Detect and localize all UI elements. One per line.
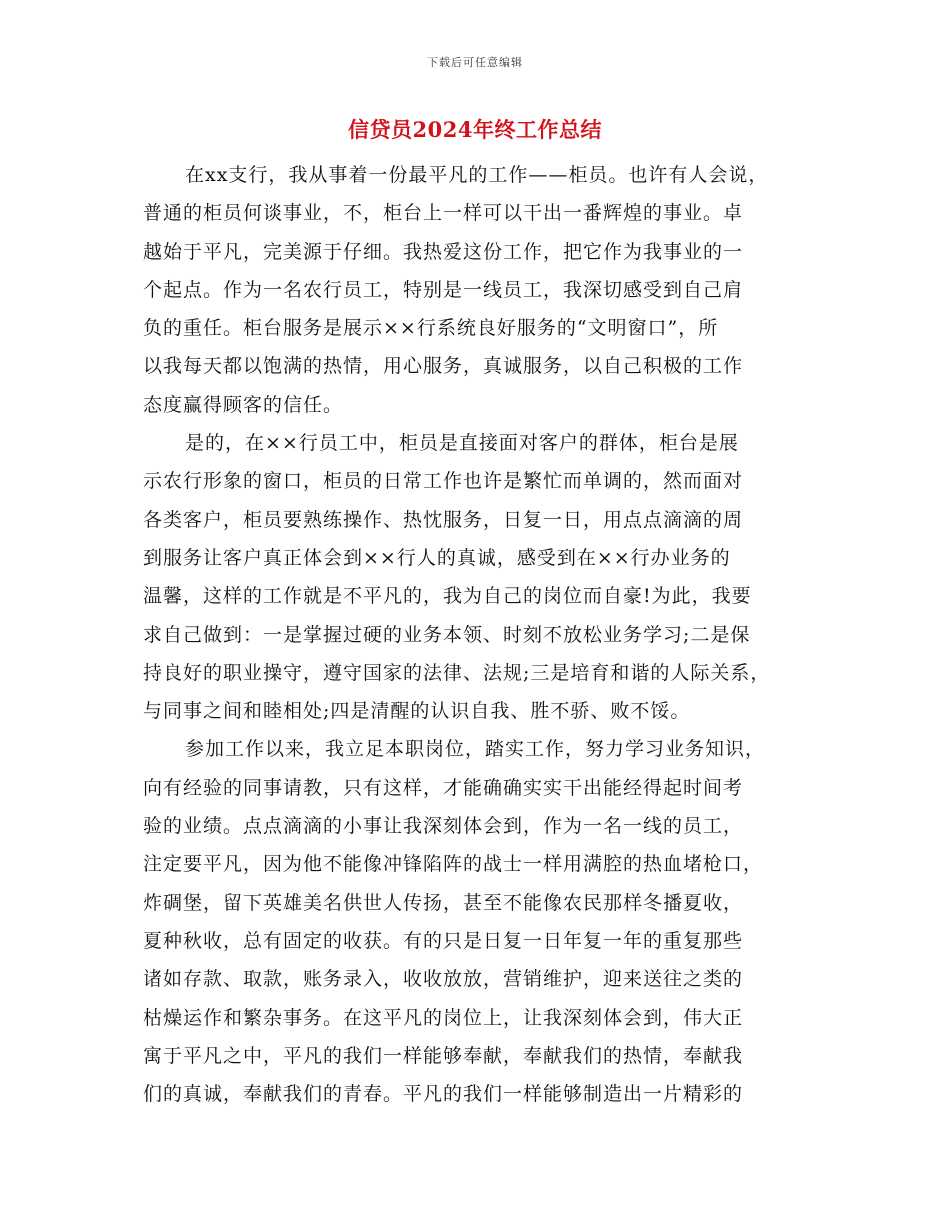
- text-line: 求自己做到：一是掌握过硬的业务本领、时刻不放松业务学习;二是保: [143, 623, 751, 646]
- text-line: 个起点。作为一名农行员工，特别是一线员工，我深切感受到自己肩: [143, 278, 744, 301]
- text-line: 诸如存款、取款，账务录入，收收放放，营销维护，迎来送往之类的: [143, 968, 744, 991]
- text-line: 炸碉堡，留下英雄美名供世人传扬，甚至不能像农民那样冬播夏收，: [143, 891, 744, 914]
- text-line: 与同事之间和睦相处;四是清醒的认识自我、胜不骄、败不馁。: [143, 700, 691, 723]
- text-line: 到服务让客户真正体会到××行人的真诚，感受到在××行办业务的: [143, 546, 731, 569]
- document-body: [143, 156, 815, 1113]
- paragraph-first-line: 参加工作以来，我立足本职岗位，踏实工作，努力学习业务知识，: [185, 738, 766, 761]
- text-line: 枯燥运作和繁杂事务。在这平凡的岗位上，让我深刻体会到，伟大正: [143, 1006, 744, 1029]
- text-line: 夏种秋收，总有固定的收获。有的只是日复一日年复一年的重复那些: [143, 929, 744, 952]
- text-line: 们的真诚，奉献我们的青春。平凡的我们一样能够制造出一片精彩的: [143, 1083, 744, 1106]
- text-line: 温馨，这样的工作就是不平凡的，我为自己的岗位而自豪!为此，我要: [143, 585, 752, 608]
- text-line: 各类客户，柜员要熟练操作、热忱服务，日复一日，用点点滴滴的周: [143, 508, 744, 531]
- text-line: 向有经验的同事请教，只有这样，才能确确实实干出能经得起时间考: [143, 776, 744, 799]
- text-line: 寓于平凡之中，平凡的我们一样能够奉献，奉献我们的热情，奉献我: [143, 1044, 744, 1067]
- header-note: 下载后可任意编辑: [427, 56, 523, 69]
- text-line: 持良好的职业操守，遵守国家的法律、法规;三是培育和谐的人际关系，: [143, 661, 771, 684]
- text-line: 态度赢得顾客的信任。: [143, 393, 344, 416]
- paragraph-first-line: 在xx支行，我从事着一份最平凡的工作——柜员。也许有人会说，: [185, 164, 769, 186]
- paragraph-first-line: 是的，在××行员工中，柜员是直接面对客户的群体，柜台是展: [185, 432, 739, 455]
- text-line: 注定要平凡，因为他不能像冲锋陷阵的战士一样用满腔的热血堵枪口，: [143, 853, 764, 876]
- text-line: 普通的柜员何谈事业，不，柜台上一样可以干出一番辉煌的事业。卓: [143, 202, 744, 225]
- text-line: 负的重任。柜台服务是展示××行系统良好服务的“文明窗口”，所: [143, 317, 719, 340]
- text-line: 以我每天都以饱满的热情，用心服务，真诚服务，以自己积极的工作: [143, 355, 744, 378]
- text-line: 示农行形象的窗口，柜员的日常工作也许是繁忙而单调的，然而面对: [143, 470, 744, 493]
- document-title: 信贷员2024年终工作总结: [348, 117, 602, 142]
- text-line: 验的业绩。点点滴滴的小事让我深刻体会到，作为一名一线的员工，: [143, 815, 744, 838]
- text-line: 越始于平凡，完美源于仔细。我热爱这份工作，把它作为我事业的一: [143, 240, 744, 263]
